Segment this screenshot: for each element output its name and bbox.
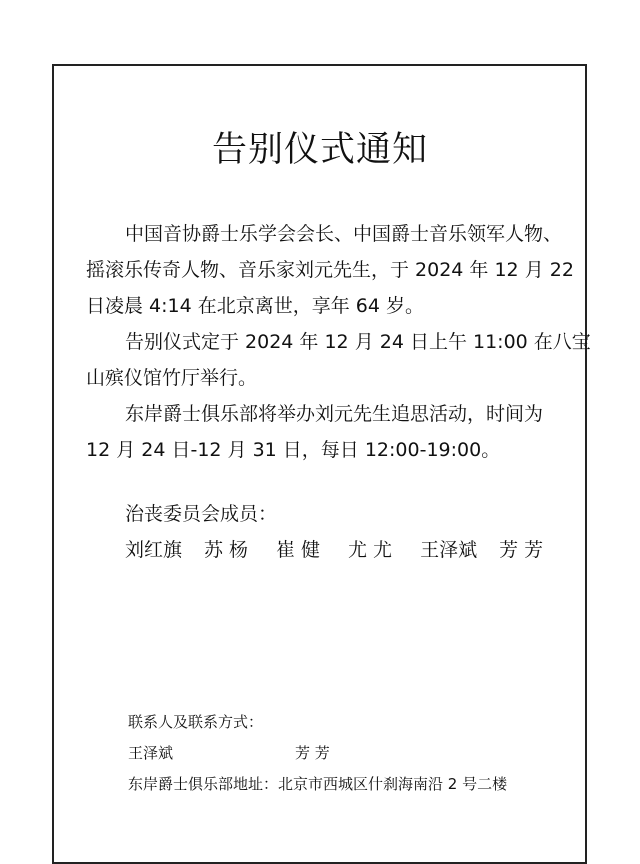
committee-member: 芳芳 bbox=[499, 539, 550, 561]
committee-member: 王泽斌 bbox=[420, 539, 478, 561]
contact-person-1: 王泽斌 bbox=[128, 744, 174, 762]
paragraph-2-line-2: 山殡仪馆竹厅举行。 bbox=[86, 367, 258, 389]
page-title: 告别仪式通知 bbox=[211, 130, 428, 170]
paragraph-2-line-1: 告别仪式定于 2024 年 12 月 24 日上午 11:00 在八宝 bbox=[125, 331, 591, 353]
club-address: 东岸爵士俱乐部地址：北京市西城区什刹海南沿 2 号二楼 bbox=[128, 775, 508, 793]
committee-member: 尤尤 bbox=[348, 539, 399, 561]
paragraph-3-line-1: 东岸爵士俱乐部将举办刘元先生追思活动，时间为 bbox=[125, 403, 544, 425]
committee-member: 苏杨 bbox=[204, 539, 255, 561]
committee-member: 崔健 bbox=[276, 539, 327, 561]
committee-members bbox=[125, 539, 571, 561]
contact-label: 联系人及联系方式： bbox=[128, 713, 264, 731]
paragraph-1-line-1: 中国音协爵士乐学会会长、中国爵士音乐领军人物、 bbox=[125, 223, 563, 245]
paragraph-1-line-2: 摇滚乐传奇人物、音乐家刘元先生，于 2024 年 12 月 22 bbox=[86, 259, 574, 281]
committee-member: 刘红旗 bbox=[125, 539, 183, 561]
paragraph-1-line-3: 日凌晨 4:14 在北京离世，享年 64 岁。 bbox=[86, 295, 425, 317]
paragraph-3-line-2: 12 月 24 日-12 月 31 日，每日 12:00-19:00。 bbox=[86, 439, 501, 461]
committee-label: 治丧委员会成员： bbox=[125, 503, 278, 525]
contact-person-2: 芳 芳 bbox=[295, 744, 330, 762]
